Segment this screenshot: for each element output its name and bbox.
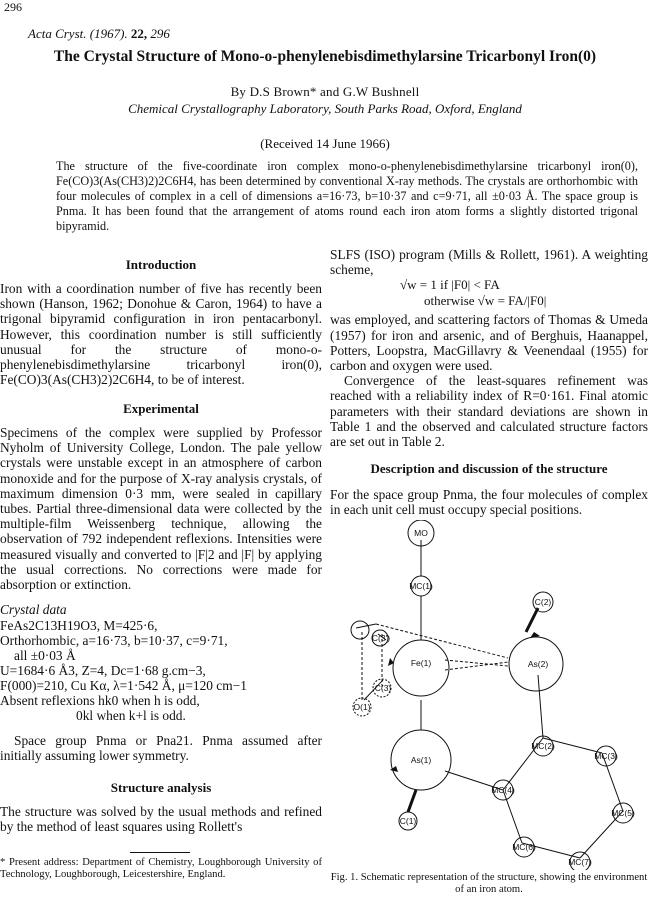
journal-name: Acta Cryst.	[28, 26, 87, 41]
page-number: 296	[4, 0, 22, 14]
introduction-heading: Introduction	[125, 257, 197, 272]
description-section	[330, 461, 648, 517]
introduction-section	[0, 257, 322, 387]
introduction-text: Iron with a coordination number of five has recently been shown (Hanson, 1962; Donohue & Caron, 1964) to have a trigonal bipyramid configuration in iron pentacarbonyl. However, this coordination number is still sufficiently unusual for the structure of mono-o-phenylenebisdimethylarsine tricarbonyl iron(0), Fe(CO)3(As(CH3)2)2C6H4, to be of interest.	[0, 281, 322, 388]
label-c1: C(1)	[399, 816, 417, 826]
structure-analysis-heading: Structure analysis	[110, 780, 212, 795]
space-group-text: Space group Pnma or Pna21. Pnma assumed after initially assuming lower symmetry.	[0, 733, 322, 764]
refinement-para-1: SLFS (ISO) program (Mills & Rollett, 1961). A weighting scheme,	[330, 247, 648, 278]
affiliation: Chemical Crystallography Laboratory, South Parks Road, Oxford, England	[128, 101, 522, 116]
atom-o1p	[351, 621, 369, 639]
journal-page: 296	[150, 26, 170, 41]
label-mo: MO	[414, 528, 428, 538]
received-date: (Received 14 June 1966)	[260, 136, 390, 151]
label-c3p: C(3')	[371, 633, 391, 643]
refinement-para-3: Convergence of the least-squares refinement was reached with a reliability index of R=0·161. Final atomic parameters with their standard deviations are shown in Table 1 and the observed and calculated structure factors are set out in Table 2.	[330, 373, 648, 450]
structure-figure	[330, 520, 648, 870]
structure-analysis-section	[0, 780, 322, 834]
bond-mc6-mc4	[503, 790, 522, 843]
abstract: The structure of the five-coordinate iron complex mono-o-phenylenebisdimethylarsine tricarbonyl iron(0), Fe(CO)3(As(CH3)2)2C6H4, has been determined by conventional X-ray methods. The crystals are orthorhombic with four molecules of complex in a cell of dimensions a=16·73, b=10·37 and c=9·71, all ±0·03 Å. The space group is Pnma. It has been found that the arrangement of atoms round each iron atom forms a slightly distorted trigonal bipyramid.	[56, 159, 638, 233]
bond-as1-c1	[408, 790, 416, 812]
crystal-data-line: Absent reflexions hk0 when h is odd,	[0, 693, 200, 709]
dash-c3p-as2	[376, 624, 508, 658]
weight-formula-1: √w = 1 if |F0| < FA	[400, 277, 500, 293]
label-mc7: MC(7)	[568, 857, 592, 867]
experimental-section	[0, 401, 322, 764]
label-mc3: MC(3)	[594, 751, 618, 761]
crystal-data-line: U=1684·6 Å3, Z=4, Dc=1·68 g.cm−3,	[0, 663, 206, 679]
bond-o1p	[356, 624, 376, 628]
label-mc6: MC(6)	[512, 842, 536, 852]
bond-as2-c2	[526, 608, 538, 632]
label-fe1: Fe(1)	[410, 658, 432, 668]
authors: By D.S Brown* and G.W Bushnell	[230, 84, 420, 99]
crystal-data-line: all ±0·03 Å	[14, 648, 76, 664]
bond-as2-mc2	[538, 675, 543, 738]
description-text: For the space group Pnma, the four molecules of complex in each unit cell must occupy special positions.	[330, 487, 648, 518]
article-title: The Crystal Structure of Mono-o-phenylenebisdimethylarsine Tricarbonyl Iron(0)	[53, 48, 597, 65]
figure-caption: Fig. 1. Schematic representation of the structure, showing the environment of an iron atom.	[330, 872, 648, 896]
experimental-heading: Experimental	[123, 401, 199, 416]
journal-volume: 22,	[130, 26, 148, 41]
label-mc2: MC(2)	[531, 741, 555, 751]
refinement-para-2: was employed, and scattering factors of Thomas & Umeda (1957) for iron and arsenic, and of Berghuis, Haanappel, Potters, Loopstra, MacGillavry & Veenendaal (1955) for carbon and oxygen were used.	[330, 312, 648, 374]
label-mc1: MC(1)	[409, 581, 433, 591]
label-c2: C(2)	[534, 597, 552, 607]
refinement-text	[330, 247, 648, 449]
experimental-text: Specimens of the complex were supplied by Professor Nyholm of University College, London. The pale yellow crystals were unstable except in an atmosphere of carbon monoxide and for the purpose of X-ray analysis crystals, of maximum dimension 0·3 mm, were sealed in capillary tubes. Partial three-dimensional data were collected by the multiple-film Weissenberg technique, allowing the observation of 792 independent reflexions. Intensities were measured visually and converted to |F|2 and |F| by applying the usual corrections. No corrections were made for absorption or extinction.	[0, 425, 322, 593]
footnote-rule	[130, 852, 190, 853]
label-mc4: MC(4)	[491, 785, 515, 795]
label-as2: As(2)	[527, 659, 549, 669]
structure-analysis-text: The structure was solved by the usual methods and refined by the method of least squares using Rollett's	[0, 804, 322, 835]
atom-fe1	[393, 640, 449, 696]
crystal-data-line: 0kl when k+l is odd.	[76, 708, 186, 724]
crystal-data-line: FeAs2C13H19O3, M=425·6,	[0, 618, 158, 634]
shade-mark	[390, 766, 398, 772]
bond-mc5-mc7	[580, 811, 623, 858]
bond-fe1-as2	[445, 660, 508, 666]
weight-formula-2: otherwise √w = FA/|F0|	[424, 293, 547, 309]
journal-year: (1967).	[89, 26, 128, 41]
label-o1: O(1)	[353, 702, 371, 712]
description-heading: Description and discussion of the structure	[370, 461, 608, 476]
bond-mc3-mc5	[602, 753, 623, 811]
footnote: * Present address: Department of Chemistry, Loughborough University of Technology, Loughborough, Leicestershire, England.	[0, 857, 322, 881]
crystal-data-list	[0, 618, 322, 723]
crystal-data-line: Orthorhombic, a=16·73, b=10·37, c=9·71,	[0, 633, 228, 649]
label-mc5: MC(5)	[611, 808, 635, 818]
label-c3: C(3)	[374, 683, 392, 693]
journal-citation	[28, 26, 170, 42]
crystal-data-heading: Crystal data	[0, 602, 67, 618]
label-as1: As(1)	[410, 755, 432, 765]
crystal-data-line: F(000)=210, Cu Kα, λ=1·542 Å, μ=120 cm−1	[0, 678, 247, 694]
